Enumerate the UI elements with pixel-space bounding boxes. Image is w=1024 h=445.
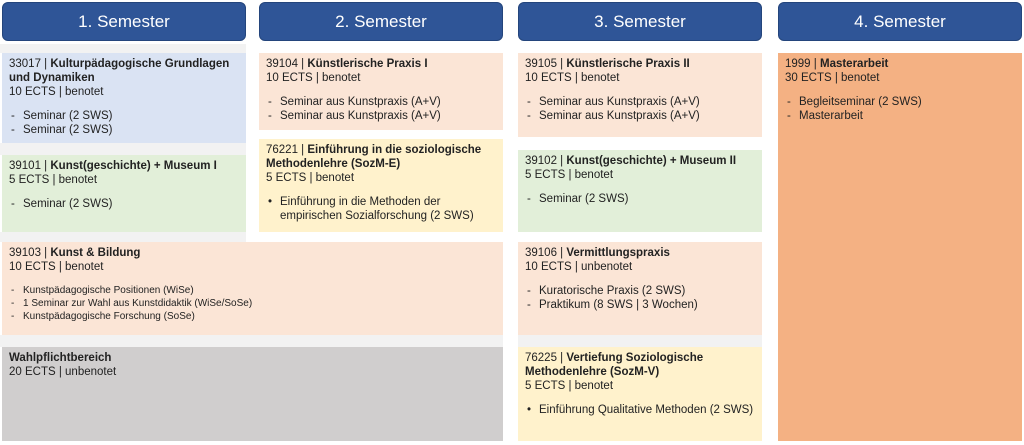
module-title: 39101 | Kunst(geschichte) + Museum I: [9, 160, 217, 172]
module-39105: [518, 53, 762, 137]
module-39103: [2, 242, 503, 335]
module-name: Künstlerische Praxis II: [566, 58, 690, 70]
module-meta: 10 ECTS | benotet: [9, 86, 104, 98]
header-semester-4: 4. Semester: [778, 2, 1022, 41]
module-title: 1999 | Masterarbeit: [785, 58, 889, 70]
gap: [0, 232, 246, 242]
module-meta: 5 ECTS | benotet: [525, 380, 614, 392]
list-item: - Kunstpädagogische Positionen (WiSe): [9, 284, 496, 297]
module-meta: 20 ECTS | unbenotet: [9, 366, 117, 378]
list-item: - 1 Seminar zur Wahl aus Kunstdidaktik (WiSe/SoSe): [9, 297, 496, 310]
header-semester-3: 3. Semester: [518, 2, 762, 41]
course-list: [9, 284, 496, 323]
list-item: - Seminar aus Kunstpraxis (A+V): [525, 109, 755, 123]
course-list: [266, 95, 496, 123]
module-title: 39103 | Kunst & Bildung: [9, 247, 141, 259]
module-title: 76225 | Vertiefung Soziologische Methodenlehre (SozM-V): [525, 352, 704, 378]
course-list: [525, 192, 755, 206]
module-title: 39105 | Künstlerische Praxis II: [525, 58, 690, 70]
module-code: 39103: [9, 247, 41, 259]
module-code: 33017: [9, 58, 41, 70]
list-item: - Seminar aus Kunstpraxis (A+V): [525, 95, 755, 109]
module-name: Wahlpflichtbereich: [9, 352, 112, 364]
module-meta: 10 ECTS | unbenotet: [525, 261, 633, 273]
module-1999: [778, 53, 1022, 441]
module-name: Kunst(geschichte) + Museum I: [50, 160, 217, 172]
module-name: Künstlerische Praxis I: [307, 58, 428, 70]
list-item: - Begleitseminar (2 SWS): [785, 95, 1015, 109]
module-code: 76225: [525, 352, 557, 364]
list-item: - Kunstpädagogische Forschung (SoSe): [9, 310, 496, 323]
module-meta: 10 ECTS | benotet: [525, 72, 620, 84]
module-code: 39102: [525, 155, 557, 167]
list-item: - Seminar (2 SWS): [9, 197, 239, 211]
list-item: - Seminar (2 SWS): [9, 123, 239, 137]
course-list: [525, 403, 755, 417]
module-title: 39104 | Künstlerische Praxis I: [266, 58, 428, 70]
module-meta: 30 ECTS | benotet: [785, 72, 880, 84]
module-title: [9, 351, 496, 365]
module-name: Kunst & Bildung: [50, 247, 141, 259]
module-meta: 5 ECTS | benotet: [9, 174, 98, 186]
course-list: [785, 95, 1015, 123]
list-item: - Kuratorische Praxis (2 SWS): [525, 284, 755, 298]
module-name: Vertiefung Soziologische Methodenlehre (SozM-V): [525, 352, 704, 378]
header-semester-1: 1. Semester: [2, 2, 246, 41]
module-title: 39102 | Kunst(geschichte) + Museum II: [525, 155, 737, 167]
course-list: [9, 109, 239, 137]
module-name: Vermittlungspraxis: [566, 247, 670, 259]
module-name: Einführung in die soziologische Methodenlehre (SozM-E): [266, 144, 482, 170]
module-39102: [518, 150, 762, 232]
list-item: • Einführung Qualitative Methoden (2 SWS): [525, 403, 755, 417]
list-item: - Seminar aus Kunstpraxis (A+V): [266, 109, 496, 123]
list-item: - Seminar (2 SWS): [9, 109, 239, 123]
module-meta: 5 ECTS | benotet: [266, 172, 355, 184]
gap: [0, 44, 246, 53]
module-name: Kulturpädagogische Grundlagen und Dynamiken: [9, 58, 230, 84]
list-item: - Praktikum (8 SWS | 3 Wochen): [525, 298, 755, 312]
module-meta: 10 ECTS | benotet: [9, 261, 104, 273]
module-code: 39106: [525, 247, 557, 259]
module-code: 76221: [266, 144, 298, 156]
module-code: 1999: [785, 58, 811, 70]
gap: [518, 335, 762, 347]
module-title: 76221 | Einführung in die soziologische Methodenlehre (SozM-E): [266, 144, 482, 170]
module-meta: 5 ECTS | benotet: [525, 169, 614, 181]
list-item: - Masterarbeit: [785, 109, 1015, 123]
header-semester-2: 2. Semester: [259, 2, 503, 41]
list-item: - Seminar aus Kunstpraxis (A+V): [266, 95, 496, 109]
module-title: 33017 | Kulturpädagogische Grundlagen und Dynamiken: [9, 58, 230, 84]
module-meta: 10 ECTS | benotet: [266, 72, 361, 84]
gap: [0, 143, 246, 155]
course-list: [266, 195, 496, 223]
module-39104: [259, 53, 503, 130]
module-39106: [518, 242, 762, 335]
module-wahlpflicht: [2, 347, 503, 441]
course-list: [525, 95, 755, 123]
module-76225: [518, 347, 762, 441]
module-76221: [259, 139, 503, 232]
module-39101: [2, 155, 246, 232]
module-title: 39106 | Vermittlungspraxis: [525, 247, 670, 259]
module-name: Masterarbeit: [819, 58, 889, 70]
gap: [0, 335, 503, 347]
list-item: - Seminar (2 SWS): [525, 192, 755, 206]
module-33017: [2, 53, 246, 143]
module-code: 39105: [525, 58, 557, 70]
list-item: • Einführung in die Methoden der empirischen Sozialforschung (2 SWS): [266, 195, 496, 223]
module-name: Kunst(geschichte) + Museum II: [566, 155, 737, 167]
course-list: [525, 284, 755, 312]
module-code: 39101: [9, 160, 41, 172]
module-code: 39104: [266, 58, 298, 70]
course-list: [9, 197, 239, 211]
